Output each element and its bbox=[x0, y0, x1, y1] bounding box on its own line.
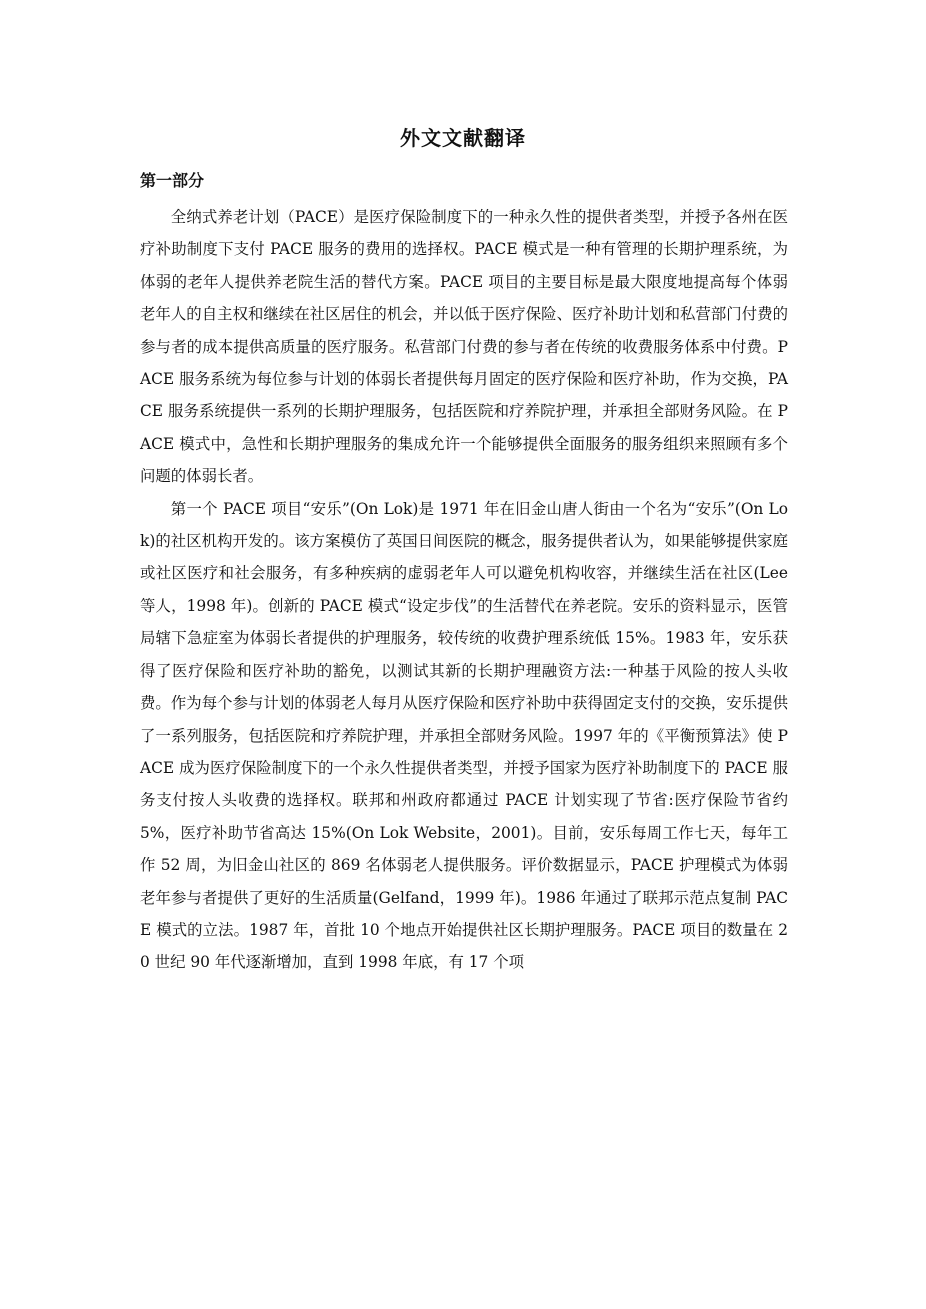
body-text bbox=[140, 201, 788, 979]
paragraph-1: 全纳式养老计划（PACE）是医疗保险制度下的一种永久性的提供者类型，并授予各州在医疗补助制度下支付 PACE 服务的费用的选择权。PACE 模式是一种有管理的长期护理系统，为体弱的老年人提供养老院生活的替代方案。PACE 项目的主要目标是最大限度地提高每个体弱老年人的自主权和继续在社区居住的机会，并以低于医疗保险、医疗补助计划和私营部门付费的参与者的成本提供高质量的医疗服务。私营部门付费的参与者在传统的收费服务体系中付费。PACE 服务系统为每位参与计划的体弱长者提供每月固定的医疗保险和医疗补助，作为交换，PACE 服务系统提供一系列的长期护理服务，包括医院和疗养院护理，并承担全部财务风险。在 PACE 模式中，急性和长期护理服务的集成允许一个能够提供全面服务的服务组织来照顾有多个问题的体弱长者。 bbox=[140, 208, 788, 486]
section-heading: 第一部分 bbox=[140, 171, 205, 190]
paragraph-2: 第一个 PACE 项目“安乐”(On Lok)是 1971 年在旧金山唐人街由一个名为“安乐”(On Lok)的社区机构开发的。该方案模仿了英国日间医院的概念，服务提供者认为，如果能够提供家庭或社区医疗和社会服务，有多种疾病的虚弱老年人可以避免机构收容，并继续生活在社区(Lee 等人，1998 年)。创新的 PACE 模式“设定步伐”的生活替代在养老院。安乐的资料显示，医管局辖下急症室为体弱长者提供的护理服务，较传统的收费护理系统低 15%。1983 年，安乐获得了医疗保险和医疗补助的豁免，以测试其新的长期护理融资方法:一种基于风险的按人头收费。作为每个参与计划的体弱老人每月从医疗保险和医疗补助中获得固定支付的交换，安乐提供了一系列服务，包括医院和疗养院护理，并承担全部财务风险。1997 年的《平衡预算法》使 PACE 成为医疗保险制度下的一个永久性提供者类型，并授予国家为医疗补助制度下的 PACE 服务支付按人头收费的选择权。联邦和州政府都通过 PACE 计划实现了节省:医疗保险节省约 5%，医疗补助节省高达 15%(On Lok Website，2001)。目前，安乐每周工作七天，每年工作 52 周，为旧金山社区的 869 名体弱老人提供服务。评价数据显示，PACE 护理模式为体弱老年参与者提供了更好的生活质量(Gelfand，1999 年)。1986 年通过了联邦示范点复制 PACE 模式的立法。1987 年，首批 10 个地点开始提供社区长期护理服务。PACE 项目的数量在 20 世纪 90 年代逐渐增加，直到 1998 年底，有 17 个项 bbox=[140, 499, 788, 972]
document-title: 外文文献翻译 bbox=[400, 126, 526, 150]
